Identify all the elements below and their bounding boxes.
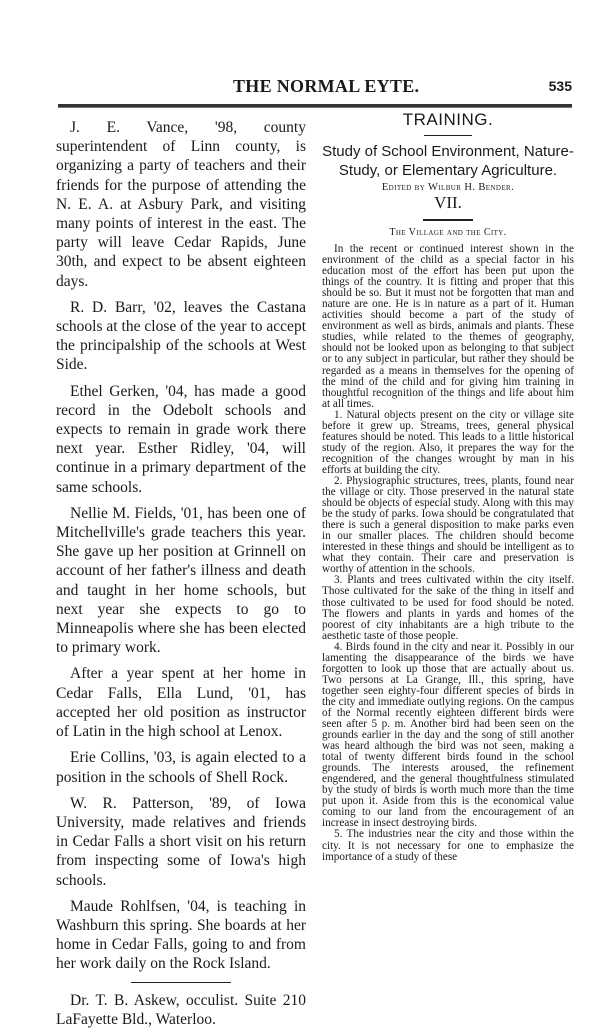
news-item: Nellie M. Fields, '01, has been one of Mitchellville's grade teachers this year. She gave up her position at Grinnell on account of her father's illness and death and taught in her home schools, but next year she expects to go to Minneapolis where she has been elected to primary work. bbox=[56, 504, 306, 657]
news-item: J. E. Vance, '98, county superintendent of Linn county, is organizing a party of teachers and their friends for the purpose of attending the N. E. A. at Asbury Park, and visiting many points of interest in the east. The party will leave Cedar Rapids, June 30th, and expect to be absent eighteen days. bbox=[56, 119, 306, 290]
journal-title: THE NORMAL EYTE. bbox=[233, 76, 420, 96]
part-number: VII. bbox=[434, 193, 462, 212]
news-item: Erie Collins, '03, is again elected to a position in the schools of Shell Rock. bbox=[56, 749, 306, 786]
article-paragraph: 1. Natural objects present on the city or village site before it grew up. Streams, trees, general physical features should be noted. This leads to a little historical study of the region. Also, it prepares the way for the recognition of the changes wrought by man in his efforts at building the city. bbox=[322, 408, 574, 476]
header-rule bbox=[58, 104, 572, 108]
training-article-column bbox=[322, 110, 574, 863]
page-number: 535 bbox=[548, 78, 572, 94]
section-title: TRAINING. bbox=[402, 110, 494, 129]
article-paragraph: In the recent or continued interest shown in the environment of the child as a special factor in his education most of the effort has been put upon the things of the country. It is fitting and proper that this should be so. But it must not be forgotten that man and nature are one. He is in nature as a part of it. Human activities should become a part of the study of environment as well as birds, animals and plants. These studies, while related to the themes of geography, should not be looked upon as belonging to that subject or to any subject in particular, but rather they should be regarded as a means in themselves for the opening of the mind of the child and for giving him training in thoughtful recognition of the things and life about him at all times. bbox=[322, 243, 574, 410]
article-paragraph: 2. Physiographic structures, trees, plants, found near the village or city. Those preserved in the natural state should be objects of especial study. Along with this may be the study of parks. Iowa should be congratulated that there is such a general disposition to make parks even in our smaller places. The children should become interested in these things and should be intelligent as to what they contain. Their care and preservation is worthy of attention in the schools. bbox=[322, 474, 574, 576]
editor-byline: Edited by Wilbur H. Bender. bbox=[381, 182, 515, 193]
article-title: Study of School Environment, Nature-Study, or Elementary Agriculture. bbox=[322, 143, 574, 179]
divider bbox=[424, 135, 472, 136]
news-item: After a year spent at her home in Cedar Falls, Ella Lund, '01, has accepted her old position as instructor of Latin in the high school at Lenox. bbox=[56, 665, 306, 741]
news-item: W. R. Patterson, '89, of Iowa University, made relatives and friends in Cedar Falls a short visit on his return from inspecting some of Iowa's high schools. bbox=[56, 794, 306, 889]
divider bbox=[131, 982, 231, 983]
alumni-notes-column bbox=[56, 118, 306, 1036]
article-paragraph: 5. The industries near the city and those within the city. It is not necessary for one to emphasize the importance of a study of these bbox=[322, 828, 574, 863]
running-header bbox=[58, 74, 572, 96]
news-item: R. D. Barr, '02, leaves the Castana schools at the close of the year to accept the principalship of the schools at West Side. bbox=[56, 298, 306, 374]
news-item: Ethel Gerken, '04, has made a good record in the Odebolt schools and expects to remain in grade work there next year. Esther Ridley, '04, will continue in a primary department of the same schools. bbox=[56, 382, 306, 496]
advertisement: Dr. T. B. Askew, occulist. Suite 210 LaFayette Bld., Waterloo. bbox=[56, 991, 306, 1028]
news-item: Maude Rohlfsen, '04, is teaching in Washburn this spring. She boards at her home in Cedar Falls, going to and from her work daily on the Rock Island. bbox=[56, 897, 306, 973]
article-body bbox=[322, 244, 574, 863]
divider bbox=[423, 219, 473, 221]
subsection-title: The Village and the City. bbox=[389, 227, 507, 238]
article-paragraph: 3. Plants and trees cultivated within the city itself. Those cultivated for the sake of the thing in itself and those cultivated to be used for food should be noted. The flowers and plants in yards and homes of the poorest of city inhabitants are a high tribute to the aesthetic taste of those people. bbox=[322, 574, 574, 642]
article-paragraph: 4. Birds found in the city and near it. Possibly in our lamenting the disappearance of the birds we have forgotten to look up those that are actually about us. Two persons at La Grange, Ill., this spring, have together seen eighty-four different species of birds in the city and immediate outlying regions. On the campus of the Normal recently eighteen different birds were seen after 5 p. m. Another bird had been seen on the grounds earlier in the day and the song of still another was heard although the bird was not seen, making a total of twenty different birds found in the school grounds. The interests aroused, the refinement engendered, and the general thoughtfulness stimulated by the study of birds is worth much more than the time put upon it. Aside from this is the economical value coming to our land from the encouragement of an increase in insect destroying birds. bbox=[322, 640, 574, 830]
